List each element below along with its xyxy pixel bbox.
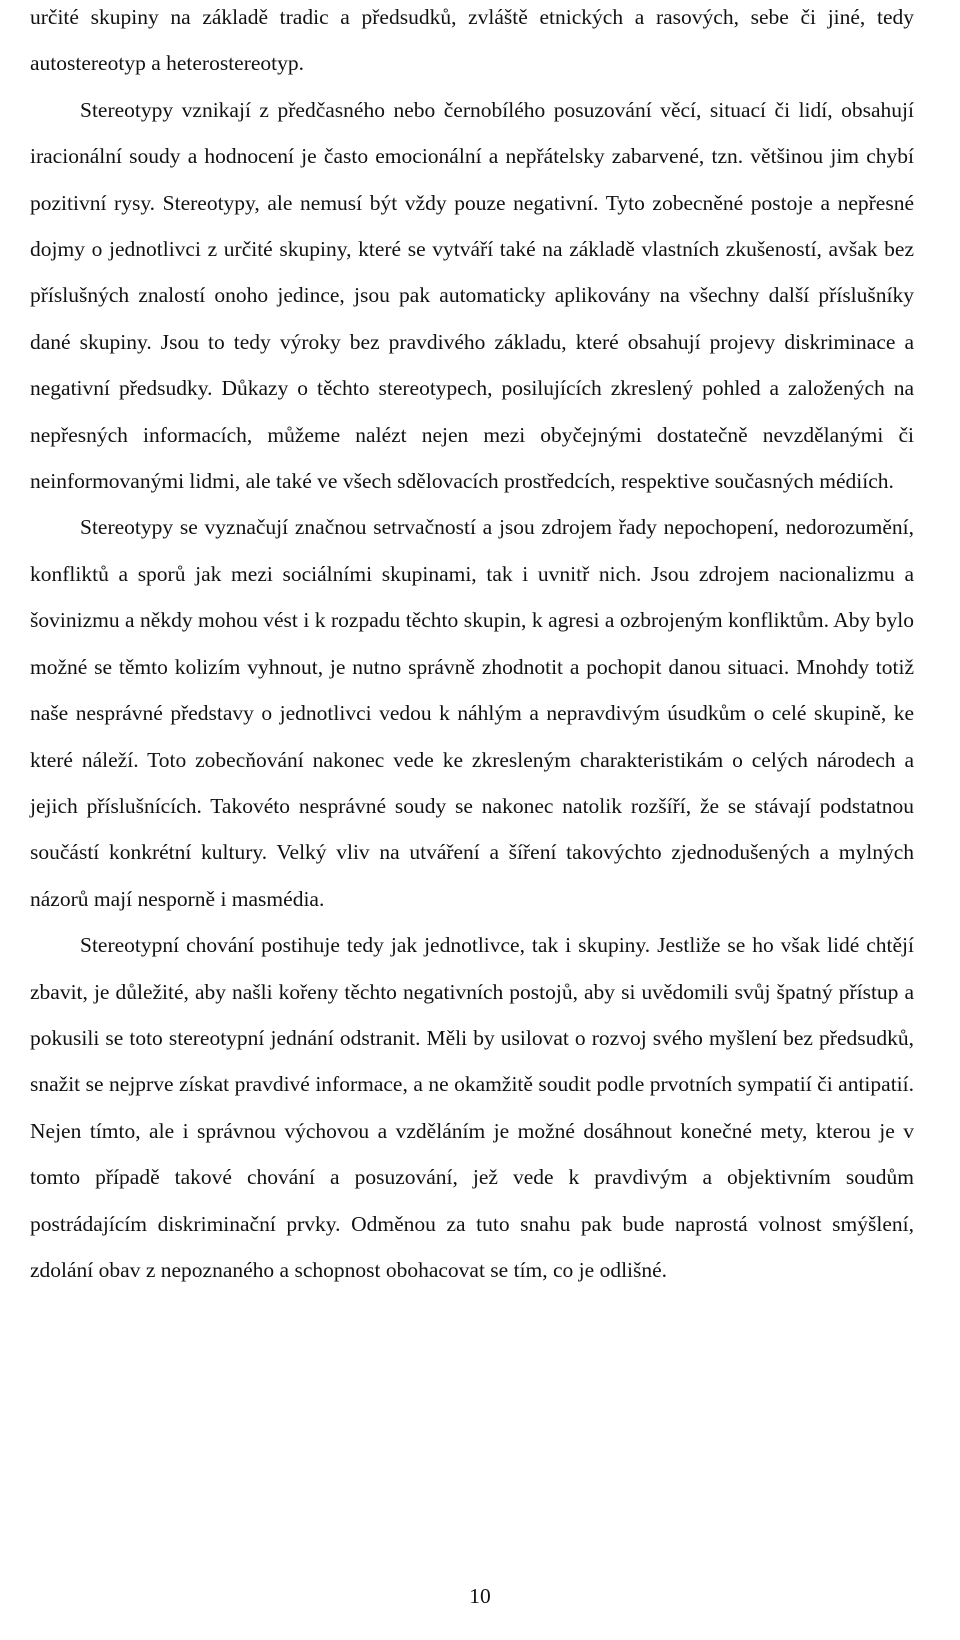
paragraph-1: určité skupiny na základě tradic a předsudků, zvláště etnických a rasových, sebe či jiné, tedy autostereotyp a heterostereotyp. [30, 5, 914, 76]
page-number: 10 [469, 1584, 491, 1608]
paragraph-2: Stereotypy vznikají z předčasného nebo černobílého posuzování věcí, situací či lidí, obsahují iracionální soudy a hodnocení je často emocionální a nepřátelsky zabarvené, tzn. většinou jim chybí pozitivní rysy. Stereotypy, ale nemusí být vždy pouze negativní. Tyto zobecněné postoje a nepřesné dojmy o jednotlivci z určité skupiny, které se vytváří také na základě vlastních zkušeností, avšak bez příslušných znalostí onoho jedince, jsou pak automaticky aplikovány na všechny další příslušníky dané skupiny. Jsou to tedy výroky bez pravdivého základu, které obsahují projevy diskriminace a negativní předsudky. Důkazy o těchto stereotypech, posilujících zkreslený pohled a založených na nepřesných informacích, můžeme nalézt nejen mezi obyčejnými dostatečně nevzdělanými či neinformovanými lidmi, ale také ve všech sdělovacích prostředcích, respektive současných médiích. [30, 97, 914, 494]
body-text [30, 0, 914, 1293]
paragraph-4: Stereotypní chování postihuje tedy jak jednotlivce, tak i skupiny. Jestliže se ho však lidé chtějí zbavit, je důležité, aby našli kořeny těchto negativních postojů, aby si uvědomili svůj špatný přístup a pokusili se toto stereotypní jednání odstranit. Měli by usilovat o rozvoj svého myšlení bez předsudků, snažit se nejprve získat pravdivé informace, a ne okamžitě soudit podle prvotních sympatií či antipatií. Nejen tímto, ale i správnou výchovou a vzděláním je možné dosáhnout konečné mety, kterou je v tomto případě takové chování a posuzování, jež vede k pravdivým a objektivním soudům postrádajícím diskriminační prvky. Odměnou za tuto snahu pak bude naprostá volnost smýšlení, zdolání obav z nepoznaného a schopnost obohacovat se tím, co je odlišné. [30, 933, 914, 1282]
paragraph-3: Stereotypy se vyznačují značnou setrvačností a jsou zdrojem řady nepochopení, nedorozumění, konfliktů a sporů jak mezi sociálními skupinami, tak i uvnitř nich. Jsou zdrojem nacionalizmu a šovinizmu a někdy mohou vést i k rozpadu těchto skupin, k agresi a ozbrojeným konfliktům. Aby bylo možné se těmto kolizím vyhnout, je nutno správně zhodnotit a pochopit danou situaci. Mnohdy totiž naše nesprávné představy o jednotlivci vedou k náhlým a nepravdivým úsudkům o celé skupině, ke které náleží. Toto zobecňování nakonec vede ke zkresleným charakteristikám o celých národech a jejich příslušnících. Takovéto nesprávné soudy se nakonec natolik rozšíří, že se stávají podstatnou součástí konkrétní kultury. Velký vliv na utváření a šíření takovýchto zjednodušených a mylných názorů mají nesporně i masmédia. [30, 515, 914, 911]
